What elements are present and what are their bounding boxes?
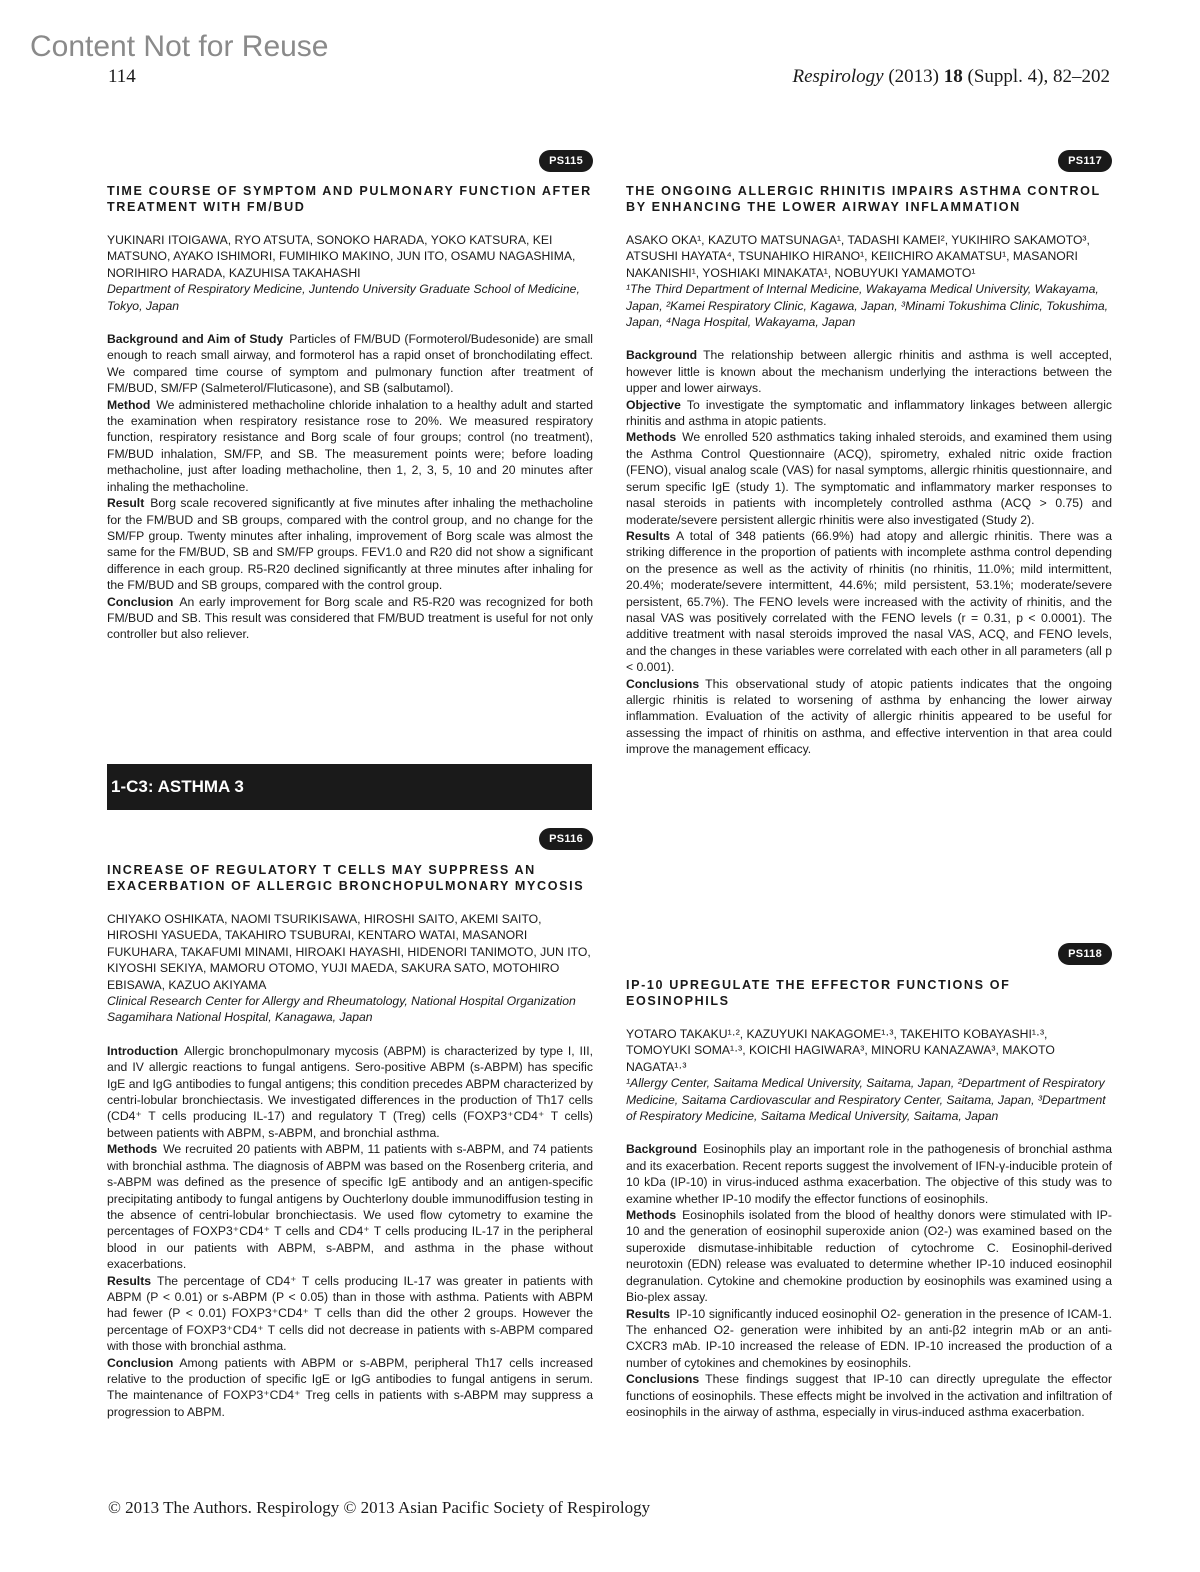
abstract-authors: YOTARO TAKAKU¹·², KAZUYUKI NAKAGOME¹·³, TAKEHITO KOBAYASHI¹·³, TOMOYUKI SOMA¹·³, KOICHI HAGIWARA³, MINORU KANAZAWA³, MAKOTO NAGATA¹·³ — [626, 1027, 1055, 1074]
section-label: Objective — [626, 397, 681, 412]
section-text: We recruited 20 patients with ABPM, 11 patients with s-ABPM, and 74 patients with bronchial asthma. The diagnosis of ABPM was based on the Rosenberg criteria, and s-ABPM was defined as the presence of specific IgE antibody and an antigen-specific precipitating antibody to fungal antigens by Ouchterlony double immunodiffusion testing in the absence of centri-lobular bronchiectasis. We used flow cytometry to examine the percentages of FOXP3⁺CD4⁺ T cells and CD4⁺ T cells producing IL-17 in the peripheral blood in our patients with ABPM, s-ABPM, and asthma in the phase without exacerbations. — [107, 1142, 593, 1272]
abstract-authors: CHIYAKO OSHIKATA, NAOMI TSURIKISAWA, HIROSHI SAITO, AKEMI SAITO, HIROSHI YASUEDA, TAKAHIRO TSUBURAI, KENTARO WATAI, MASANORI FUKUHARA, TAKAFUMI MINAMI, HIROAKI HAYASHI, HIDENORI TANIMOTO, JUN ITO, KIYOSHI SEKIYA, MAMORU OTOMO, YUJI MAEDA, SAKURA SATO, MOTOHIRO EBISAWA, KAZUO AKIYAMA — [107, 912, 591, 992]
abstract-section — [626, 397, 1112, 430]
section-text: This observational study of atopic patients indicates that the ongoing allergic rhinitis is related to worsening of asthma by enhancing the lower airway inflammation. Evaluation of the activity of allergic rhinitis appeared to be useful for assessing the impact of rhinitis on asthma, and effective intervention in that area could improve the management efficacy. — [626, 676, 1112, 757]
abstract-section — [626, 347, 1112, 396]
section-text: The percentage of CD4⁺ T cells producing IL-17 was greater in patients with ABPM (P < 0.01) or s-ABPM (P < 0.05) than in those with asthma. Patients with ABPM had fewer (P < 0.01) FOXP3⁺CD4⁺ T cells than did the other 2 groups. However the percentage of FOXP3⁺CD4⁺ T cells did not decrease in patients with s-ABPM compared with those with bronchial asthma. — [107, 1273, 593, 1354]
abstract-ps116 — [107, 828, 593, 1420]
section-text: These findings suggest that IP-10 can directly upregulate the effector functions of eosinophils. These effects might be involved in the activation and infiltration of eosinophils in the airway of asthma, especially in virus-induced asthma exacerbation. — [626, 1372, 1112, 1419]
abstract-section — [626, 676, 1112, 758]
journal-volume: 18 — [943, 66, 963, 87]
section-label: Methods — [626, 430, 677, 445]
abstract-section — [626, 1141, 1112, 1207]
abstract-affiliation: ¹The Third Department of Internal Medicine, Wakayama Medical University, Wakayama, Japan, ²Kamei Respiratory Clinic, Kagawa, Japan, ³Minami Tokushima Clinic, Tokushima, Japan, ⁴Naga Hospital, Wakayama, Japan — [626, 282, 1109, 330]
abstract-section — [626, 1207, 1112, 1305]
abstract-badge: PS116 — [539, 828, 593, 850]
abstract-badge: PS118 — [1058, 943, 1112, 965]
section-label: Results — [107, 1273, 152, 1288]
section-label: Background and Aim of Study — [107, 332, 284, 347]
section-label: Methods — [626, 1208, 677, 1223]
abstract-title: IP-10 UPREGULATE THE EFFECTOR FUNCTIONS OF EOSINOPHILS — [626, 978, 1011, 1008]
section-text: We enrolled 520 asthmatics taking inhaled steroids, and examined them using the Asthma Control Questionnaire (ACQ), spirometry, exhaled nitric oxide fraction (FENO), visual analog scale (VAS) for nasal symptoms, allergic rhinitis questionnaire, and serum specific IgE (study 1). The symptomatic and inflammatory marker responses to nasal steroids in patients with incompletely controlled asthma (ACQ > 0.75) and moderate/severe persistent allergic rhinitis were also investigated (Study 2). — [626, 430, 1112, 527]
section-text: To investigate the symptomatic and inflammatory linkages between allergic rhinitis and asthma in atopic patients. — [626, 397, 1112, 429]
abstract-authors: ASAKO OKA¹, KAZUTO MATSUNAGA¹, TADASHI KAMEI², YUKIHIRO SAKAMOTO³, ATSUSHI HAYATA⁴, TSUNAHIKO HIRANO¹, KEIICHIRO AKAMATSU¹, MASANORI NAKANISHI¹, YOSHIAKI MINAKATA¹, NOBUYUKI YAMAMOTO¹ — [626, 233, 1090, 280]
abstract-affiliation: Department of Respiratory Medicine, Juntendo University Graduate School of Medicine, Tokyo, Japan — [107, 282, 580, 313]
abstract-section — [107, 1141, 593, 1272]
abstract-section — [626, 528, 1112, 676]
abstract-badge: PS117 — [1058, 150, 1112, 172]
section-label: Introduction — [107, 1043, 179, 1058]
abstract-ps117 — [626, 150, 1112, 758]
journal-name: Respirology — [792, 66, 884, 87]
page-number: 114 — [108, 66, 136, 87]
section-label: Conclusion — [107, 594, 174, 609]
abstract-section — [626, 429, 1112, 527]
journal-issue: (Suppl. 4), 82–202 — [967, 66, 1110, 87]
abstract-badge: PS115 — [539, 150, 593, 172]
abstract-authors: YUKINARI ITOIGAWA, RYO ATSUTA, SONOKO HARADA, YOKO KATSURA, KEI MATSUNO, AYAKO ISHIMORI, FUMIHIKO MAKINO, JUN ITO, OSAMU NAGASHIMA, NORIHIRO HARADA, KAZUHISA TAKAHASHI — [107, 233, 576, 280]
section-label: Result — [107, 496, 145, 511]
abstract-section — [107, 1273, 593, 1355]
section-label: Methods — [107, 1142, 158, 1157]
section-text: A total of 348 patients (66.9%) had atopy and allergic rhinitis. There was a striking difference in the proportion of patients with incomplete asthma control depending on the presence as well as the activity of rhinitis (no rhinitis, 11.0%; mild intermittent, 20.4%; moderate/severe intermittent, 44.6%; mild persistent, 53.1%; moderate/severe persistent, 65.7%). The FENO levels were increased with the activity of rhinitis, and the nasal VAS was positively correlated with the FENO levels (r = 0.31, p < 0.0001). The additive treatment with nasal steroids improved the nasal VAS, ACQ, and FENO levels, and the changes in these variables were correlated with each other in all parameters (all p < 0.001). — [626, 528, 1112, 675]
abstract-title: INCREASE OF REGULATORY T CELLS MAY SUPPRESS AN EXACERBATION OF ALLERGIC BRONCHOPULMONARY MYCOSIS — [107, 863, 585, 893]
section-label: Conclusions — [626, 1372, 700, 1387]
section-label: Background — [626, 1142, 698, 1157]
section-text: The relationship between allergic rhinitis and asthma is well accepted, however little is known about the mechanism underlying the interactions between the upper and lower airways. — [626, 348, 1112, 396]
section-text: Allergic bronchopulmonary mycosis (ABPM) is characterized by type I, III, and IV allergic reactions to fungal antigens. Sero-positive ABPM (s-ABPM) has specific IgE and IgG antibodies to fungal antigens; this condition precedes ABPM characterized by centri-lobular bronchiectasis. We investigated differences in the production of Th17 cells (CD4⁺ T cells producing IL-17) and regulatory T (Treg) cells (FOXP3⁺CD4⁺ T cells) between patients with ABPM, s-ABPM, and bronchial asthma. — [107, 1043, 593, 1140]
abstract-section — [107, 397, 593, 495]
running-head — [792, 66, 1110, 88]
abstract-section — [107, 594, 593, 643]
abstract-ps115 — [107, 150, 593, 643]
section-text: Borg scale recovered significantly at five minutes after inhaling the methacholine for the FM/BUD and SB groups, compared with the control group, and no change for the SM/FP group. Twenty minutes after inhaling, improvement of Borg scale was almost the same for the FM/BUD, SB and SM/FP groups. FEV1.0 and R20 did not show a significant difference in each group. R5-R20 declined significantly at three minutes after inhaling for the FM/BUD and SB groups, compared with the control group. — [107, 496, 593, 593]
journal-year: (2013) — [888, 66, 939, 87]
watermark: Content Not for Reuse — [30, 30, 329, 63]
abstract-affiliation: ¹Allergy Center, Saitama Medical University, Saitama, Japan, ²Department of Respiratory Medicine, Saitama Cardiovascular and Respiratory Center, Saitama, Japan, ³Department of Respiratory Medicine, Saitama Medical University, Saitama, Japan — [626, 1076, 1106, 1124]
section-label: Conclusions — [626, 676, 700, 691]
section-text: We administered methacholine chloride inhalation to a healthy adult and started the examination when respiratory resistance rose to 20%. We measured respiratory function, respiratory resistance and Borg scale of four groups; control (no treatment), FM/BUD inhalation, SM/FP, and SB. The measurement points were; before loading methacholine, just after loading methacholine, then 1, 2, 3, 5, 10 and 20 minutes after inhaling the methacholine. — [107, 397, 593, 494]
abstract-section — [107, 1355, 593, 1421]
abstract-section — [107, 331, 593, 397]
abstract-ps118 — [626, 943, 1112, 1420]
abstract-title: TIME COURSE OF SYMPTOM AND PULMONARY FUNCTION AFTER TREATMENT WITH FM/BUD — [107, 184, 592, 214]
section-label: Method — [107, 397, 151, 412]
abstract-section — [626, 1371, 1112, 1420]
section-label: Results — [626, 528, 671, 543]
section-label: Background — [626, 348, 698, 363]
abstract-title: THE ONGOING ALLERGIC RHINITIS IMPAIRS ASTHMA CONTROL BY ENHANCING THE LOWER AIRWAY INFLAMMATION — [626, 184, 1101, 214]
section-heading: 1-C3: ASTHMA 3 — [107, 764, 592, 810]
abstract-section — [626, 1306, 1112, 1372]
section-text: Particles of FM/BUD (Formoterol/Budesonide) are small enough to reach small airway, and formoterol has a rapid onset of bronchodilating effect. We compared time course of symptom and pulmonary function after treatment of FM/BUD, SM/FP (Salmeterol/Fluticasone), and SB (salbutamol). — [107, 332, 593, 396]
abstract-body — [107, 1043, 593, 1420]
section-text: IP-10 significantly induced eosinophil O2- generation in the presence of ICAM-1. The enhanced O2- generation were inhibited by an anti-β2 integrin mAb or an anti-CXCR3 mAb. IP-10 increased the release of EDN. IP-10 increased the production of a number of cytokines and chemokines by eosinophils. — [626, 1306, 1112, 1370]
section-text: Eosinophils play an important role in the pathogenesis of bronchial asthma and its exacerbation. Recent reports suggest the involvement of IFN-γ-inducible protein of 10 kDa (IP-10) in virus-induced asthma exacerbation. The objective of this study was to examine whether IP-10 modify the effector functions of eosinophils. — [626, 1142, 1112, 1206]
abstract-section — [107, 1043, 593, 1141]
abstract-body — [107, 331, 593, 643]
section-text: Eosinophils isolated from the blood of healthy donors were stimulated with IP-10 and the generation of eosinophil superoxide anion (O2-) was examined based on the superoxide dismutase-inhibitable reduction of cytochrome C. Eosinophil-derived neurotoxin (EDN) release was evaluated to determine whether IP-10 induced eosinophil degranulation. Cytokine and chemokine production by eosinophils was examined using a Bio-plex assay. — [626, 1208, 1112, 1305]
abstract-section — [107, 495, 593, 593]
abstract-affiliation: Clinical Research Center for Allergy and Rheumatology, National Hospital Organization Sagamihara National Hospital, Kanagawa, Japan — [107, 994, 576, 1025]
section-label: Conclusion — [107, 1355, 174, 1370]
abstract-body — [626, 347, 1112, 757]
section-label: Results — [626, 1306, 671, 1321]
section-text: Among patients with ABPM or s-ABPM, peripheral Th17 cells increased relative to the production of specific IgE or IgG antibodies to fungal antigens in serum. The maintenance of FOXP3⁺CD4⁺ Treg cells in patients with s-ABPM may suppress a progression to ABPM. — [107, 1355, 593, 1419]
section-text: An early improvement for Borg scale and R5-R20 was recognized for both FM/BUD and SB. This result was considered that FM/BUD treatment is useful for not only controller but also reliever. — [107, 594, 593, 642]
copyright-footer: © 2013 The Authors. Respirology © 2013 Asian Pacific Society of Respirology — [108, 1498, 651, 1517]
abstract-body — [626, 1141, 1112, 1420]
